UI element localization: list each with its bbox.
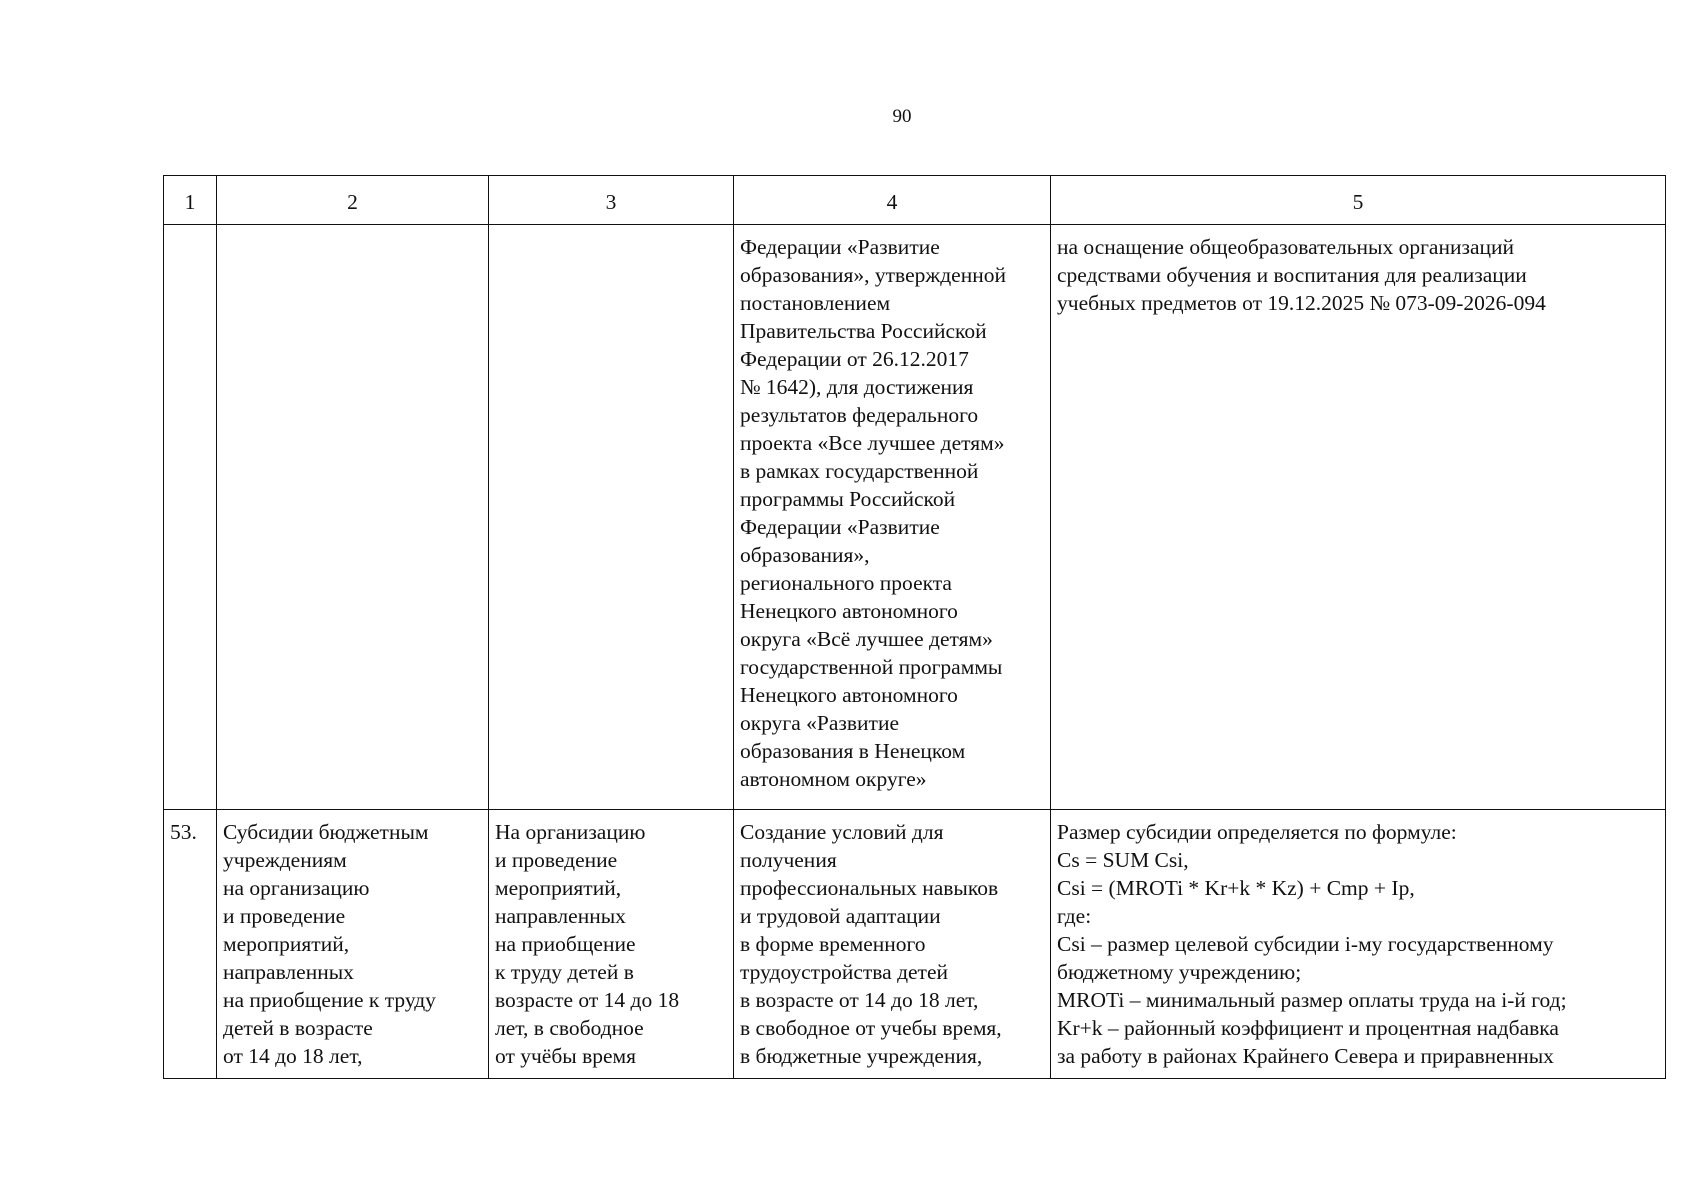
- cell-goal: [734, 225, 1051, 810]
- cell-purpose: [489, 225, 734, 810]
- cell-line: от 14 до 18 лет,: [223, 1044, 363, 1068]
- header-col-5: 5: [1051, 176, 1666, 225]
- cell-line: детей в возрасте: [223, 1016, 373, 1040]
- cell-line: MROTi – минимальный размер оплаты труда на i-й год;: [1057, 988, 1567, 1012]
- cell-line: № 1642), для достижения: [740, 375, 974, 399]
- cell-line: профессиональных навыков: [740, 876, 999, 900]
- cell-line: проекта «Все лучшее детям»: [740, 431, 1005, 455]
- cell-name: [217, 810, 489, 1079]
- cell-line: в бюджетные учреждения,: [740, 1044, 983, 1068]
- cell-line: Размер субсидии определяется по формуле:: [1057, 820, 1457, 844]
- cell-line: Cs = SUM Csi,: [1057, 848, 1189, 872]
- cell-line: к труду детей в: [495, 960, 634, 984]
- cell-line: получения: [740, 848, 837, 872]
- cell-line: Csi = (MROTi * Kr+k * Kz) + Cmp + Ip,: [1057, 876, 1415, 900]
- cell-line: Csi – размер целевой субсидии i-му государственному: [1057, 932, 1554, 956]
- table-row: [164, 810, 1666, 1079]
- cell-method: [1051, 810, 1666, 1079]
- cell-line: мероприятий,: [223, 932, 350, 956]
- header-col-3: 3: [489, 176, 734, 225]
- cell-line: лет, в свободное: [495, 1016, 644, 1040]
- cell-line: Kr+k – районный коэффициент и процентная надбавка: [1057, 1016, 1559, 1040]
- cell-line: Ненецкого автономного: [740, 599, 958, 623]
- cell-method: [1051, 225, 1666, 810]
- cell-line: и проведение: [223, 904, 346, 928]
- cell-line: образования в Ненецком: [740, 739, 966, 763]
- cell-line: и трудовой адаптации: [740, 904, 941, 928]
- page-number: 90: [892, 106, 912, 127]
- cell-line: Федерации «Развитие: [740, 515, 940, 539]
- cell-line: за работу в районах Крайнего Севера и приравненных: [1057, 1044, 1554, 1068]
- cell-line: средствами обучения и воспитания для реализации: [1057, 263, 1527, 287]
- cell-line: государственной программы: [740, 655, 1003, 679]
- table-header-row: [164, 176, 1666, 225]
- cell-line: в рамках государственной: [740, 459, 979, 483]
- header-col-4: 4: [734, 176, 1051, 225]
- header-col-1: 1: [164, 176, 217, 225]
- cell-line: в возрасте от 14 до 18 лет,: [740, 988, 979, 1012]
- cell-line: учреждениям: [223, 848, 347, 872]
- cell-line: и проведение: [495, 848, 618, 872]
- document-table: [163, 175, 1666, 1079]
- cell-line: в форме временного: [740, 932, 926, 956]
- cell-line: бюджетному учреждению;: [1057, 960, 1302, 984]
- cell-number: [164, 225, 217, 810]
- cell-line: Федерации от 26.12.2017: [740, 347, 969, 371]
- cell-line: возрасте от 14 до 18: [495, 988, 680, 1012]
- cell-number: [164, 810, 217, 1079]
- cell-line: округа «Всё лучшее детям»: [740, 627, 993, 651]
- cell-line: трудоустройства детей: [740, 960, 948, 984]
- cell-line: Субсидии бюджетным: [223, 820, 429, 844]
- cell-line: Правительства Российской: [740, 319, 987, 343]
- cell-line: регионального проекта: [740, 571, 952, 595]
- cell-line: округа «Развитие: [740, 711, 899, 735]
- cell-line: постановлением: [740, 291, 891, 315]
- cell-line: Создание условий для: [740, 820, 944, 844]
- cell-line: на оснащение общеобразовательных организаций: [1057, 235, 1515, 259]
- cell-line: в свободное от учебы время,: [740, 1016, 1002, 1040]
- cell-line: результатов федерального: [740, 403, 979, 427]
- cell-line: 53.: [170, 820, 197, 844]
- cell-line: направленных: [223, 960, 354, 984]
- cell-line: Федерации «Развитие: [740, 235, 940, 259]
- cell-line: на организацию: [223, 876, 370, 900]
- table-row: [164, 225, 1666, 810]
- cell-purpose: [489, 810, 734, 1079]
- cell-line: на приобщение к труду: [223, 988, 436, 1012]
- cell-line: где:: [1057, 904, 1092, 928]
- cell-line: образования»,: [740, 543, 870, 567]
- cell-line: направленных: [495, 904, 626, 928]
- cell-line: На организацию: [495, 820, 646, 844]
- header-col-2: 2: [217, 176, 489, 225]
- cell-line: автономном округе»: [740, 767, 927, 791]
- cell-line: мероприятий,: [495, 876, 622, 900]
- cell-line: программы Российской: [740, 487, 956, 511]
- cell-name: [217, 225, 489, 810]
- cell-line: учебных предметов от 19.12.2025 № 073-09-2026-094: [1057, 291, 1546, 315]
- cell-line: от учёбы время: [495, 1044, 637, 1068]
- cell-line: образования», утвержденной: [740, 263, 1006, 287]
- cell-line: Ненецкого автономного: [740, 683, 958, 707]
- cell-line: на приобщение: [495, 932, 636, 956]
- cell-goal: [734, 810, 1051, 1079]
